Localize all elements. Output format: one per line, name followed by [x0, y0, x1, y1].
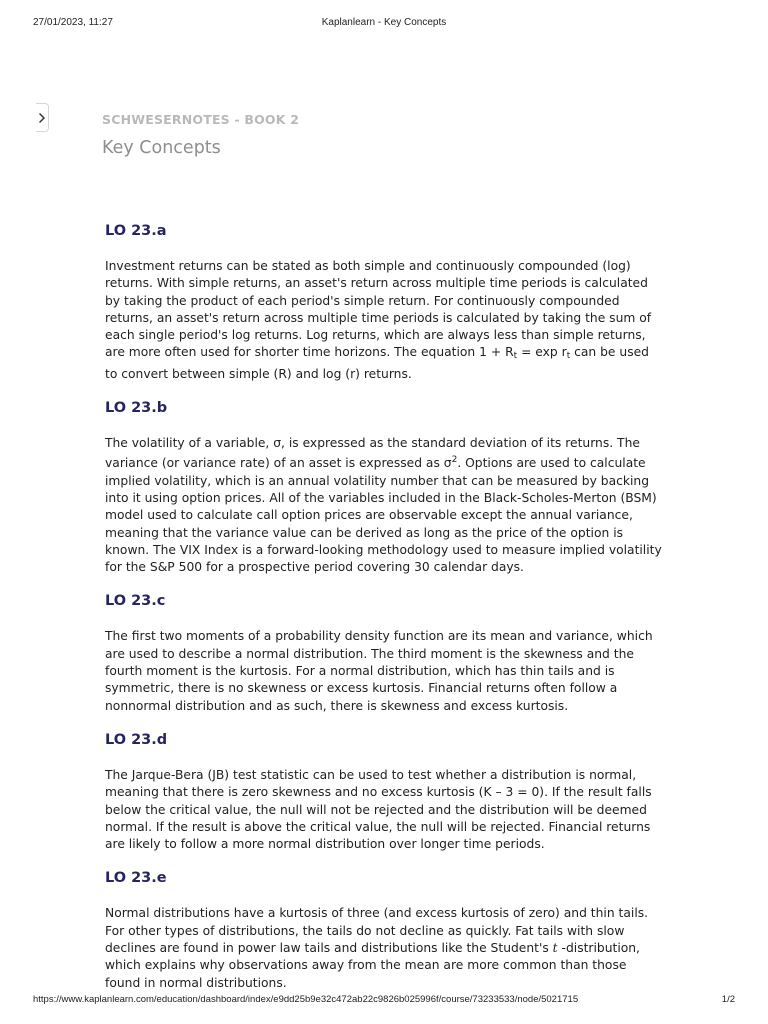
print-footer: [33, 994, 735, 1008]
page-title: Key Concepts: [102, 138, 221, 158]
lo-heading-23b: LO 23.b: [105, 400, 168, 417]
print-page-title: Kaplanlearn - Key Concepts: [321, 17, 447, 28]
lo-text-23d: The Jarque-Bera (JB) test statistic can be used to test whether a distribution is normal, meaning that there is zero skewness and no excess kurtosis (K – 3 = 0). If the result falls below the critical value, the null will not be rejected and the distribution will be deemed normal. If the result is above the critical value, the null will be rejected. Financial returns are likely to follow a more normal distribution over longer time periods.: [105, 767, 652, 852]
lo-text-23e: Normal distributions have a kurtosis of three (and excess kurtosis of zero) and thin tails. For other types of distributions, the tails do not decline as quickly. Fat tails with slow declines are found in power law tails and distributions like the Student's t -distribution, which explains why observations away from the mean are more common than those found in normal distributions.: [105, 906, 649, 990]
lo-text-23c: The first two moments of a probability density function are its mean and variance, which are used to describe a normal distribution. The third moment is the skewness and the fourth moment is the kurtosis. For a normal distribution, which has thin tails and is symmetric, there is no skewness or excess kurtosis. Financial returns often follow a nonnormal distribution and as such, there is skewness and excess kurtosis.: [105, 629, 653, 713]
print-header: [33, 17, 735, 31]
book-label: SCHWESERNOTES - BOOK 2: [102, 112, 300, 127]
lo-text-23a: Investment returns can be stated as both simple and continuously compounded (log) returns. With simple returns, an asset's return across multiple time periods is calculated by taking the product of each period's simple return. For continuously compounded returns, an asset's return across multiple time periods is calculated by taking the sum of each single period's log returns. Log returns, which are always less than simple returns, are more often used for shorter time horizons. The equation $1 + R_t = \exp r_t$ can be used to convert between simple (R) and log (r) returns.: [105, 259, 652, 381]
print-url: https://www.kaplanlearn.com/education/dashboard/index/e9dd25b9e32c472ab22c9826b025996f/course/73233533/node/5021715: [33, 994, 579, 1005]
sidebar-toggle-button[interactable]: [36, 103, 49, 132]
print-page-number: 1/2: [721, 994, 735, 1005]
chevron-right-icon: [38, 113, 46, 123]
lo-heading-23c: LO 23.c: [105, 593, 166, 610]
lo-heading-23a: LO 23.a: [105, 223, 167, 239]
lo-heading-23e: LO 23.e: [105, 870, 167, 887]
lo-heading-23d: LO 23.d: [105, 731, 168, 748]
lo-text-23b: The volatility of a variable, σ, is expressed as the standard deviation of its returns. The variance (or variance rate) of an asset is expressed as $\sigma^2$. Options are used to calculate implied volatility, which is an annual volatility number that can be measured by backing into it using option prices. All of the variables included in the Black-Scholes-Merton (BSM) model used to calculate call option prices are observable except the annual variance, meaning that the variance value can be derived as long as the price of the option is known. The VIX Index is a forward-looking methodology used to measure implied volatility for the S&P 500 for a prospective period covering 30 calendar days.: [105, 436, 662, 575]
key-concepts-content: [105, 220, 665, 1006]
print-datetime: 27/01/2023, 11:27: [33, 17, 113, 28]
